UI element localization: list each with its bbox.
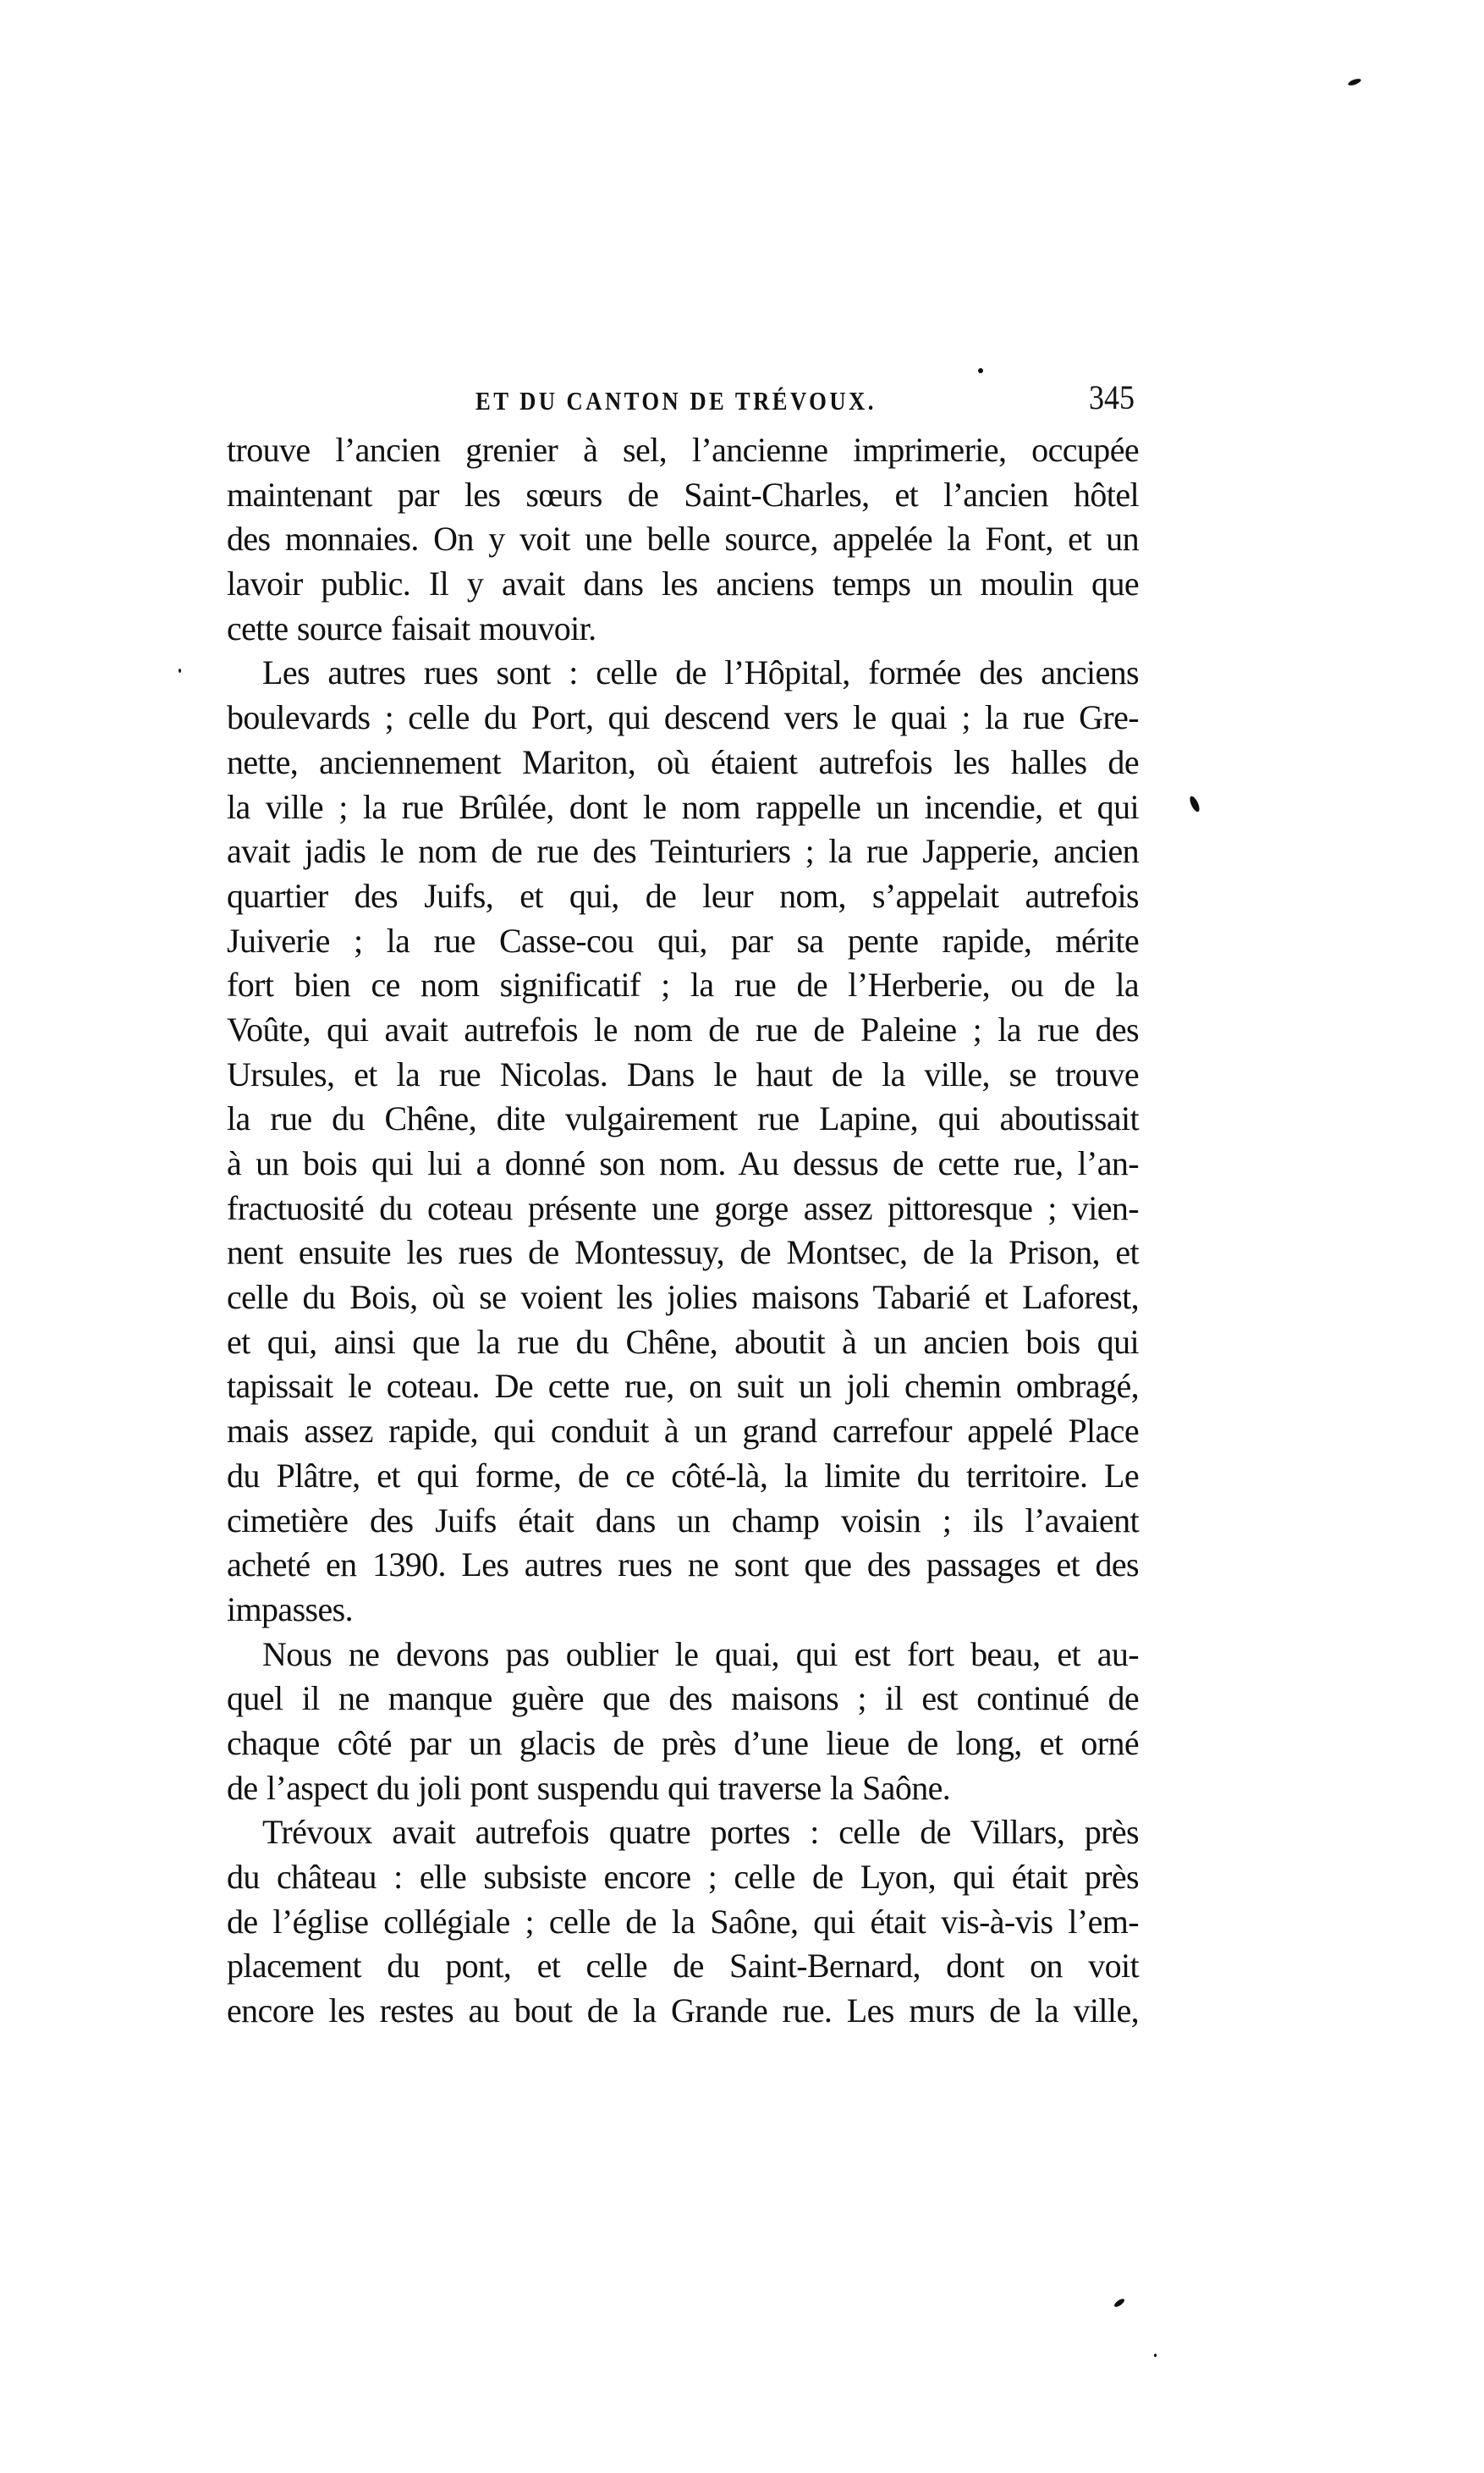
text-line: lavoir public. Il y avait dans les anciens temps un moulin que	[227, 565, 1139, 603]
text-line: trouve l’ancien grenier à sel, l’ancienne imprimerie, occupée	[227, 431, 1139, 469]
text-line: placement du pont, et celle de Saint-Bernard, dont on voit	[227, 1947, 1139, 1986]
text-line: Voûte, qui avait autrefois le nom de rue de Paleine ; la rue des	[227, 1010, 1139, 1049]
text-line: fractuosité du coteau présente une gorge assez pittoresque ; vien-	[227, 1188, 1139, 1227]
text-line: de l’église collégiale ; celle de la Saône, qui était vis-à-vis l’em-	[227, 1902, 1139, 1941]
text-line: impasses.	[227, 1589, 354, 1628]
text-line: maintenant par les sœurs de Saint-Charles, et l’ancien hôtel	[227, 475, 1139, 514]
text-line: nette, anciennement Mariton, où étaient autrefois les halles de	[227, 742, 1139, 781]
text-line: tapissait le coteau. De cette rue, on suit un joli chemin ombragé,	[227, 1367, 1139, 1406]
text-line: mais assez rapide, qui conduit à un grand carrefour appelé Place	[227, 1412, 1139, 1451]
text-line: nent ensuite les rues de Montessuy, de Montsec, de la Prison, et	[227, 1233, 1139, 1272]
text-line: du Plâtre, et qui forme, de ce côté-là, la limite du territoire. Le	[227, 1456, 1139, 1495]
text-line: des monnaies. On y voit une belle source, appelée la Font, et un	[227, 520, 1139, 559]
ink-speck-mark	[1113, 2298, 1126, 2309]
text-line: la rue du Chêne, dite vulgairement rue Lapine, qui aboutissait	[227, 1099, 1139, 1138]
text-line: quel il ne manque guère que des maisons ; il est continué de	[227, 1679, 1139, 1718]
paragraph-start-line: Nous ne devons pas oublier le quai, qui est fort beau, et au-	[262, 1634, 1139, 1673]
running-title: ET DU CANTON DE TRÉVOUX.	[475, 386, 877, 416]
text-line: fort bien ce nom significatif ; la rue de l’Herberie, ou de la	[227, 966, 1139, 1005]
text-line: cette source faisait mouvoir.	[227, 609, 596, 647]
body-text	[227, 428, 1139, 2034]
ink-speck-mark	[179, 669, 181, 673]
text-line: et qui, ainsi que la rue du Chêne, aboutit à un ancien bois qui	[227, 1322, 1139, 1361]
text-line: de l’aspect du joli pont suspendu qui traverse la Saône.	[227, 1768, 951, 1807]
text-line: Ursules, et la rue Nicolas. Dans le haut de la ville, se trouve	[227, 1055, 1139, 1093]
text-line: du château : elle subsiste encore ; celle de Lyon, qui était près	[227, 1858, 1139, 1896]
ink-speck-mark	[1347, 77, 1361, 86]
text-line: cimetière des Juifs était dans un champ voisin ; ils l’avaient	[227, 1501, 1139, 1539]
text-line: celle du Bois, où se voient les jolies maisons Tabarié et Laforest,	[227, 1278, 1139, 1317]
text-line: la ville ; la rue Brûlée, dont le nom rappelle un incendie, et qui	[227, 787, 1139, 826]
ink-speck-mark	[1188, 795, 1201, 813]
text-line: boulevards ; celle du Port, qui descend vers le quai ; la rue Gre-	[227, 698, 1139, 737]
text-line: acheté en 1390. Les autres rues ne sont que des passages et des	[227, 1545, 1139, 1584]
running-head	[227, 378, 1136, 420]
text-line: à un bois qui lui a donné son nom. Au dessus de cette rue, l’an-	[227, 1144, 1139, 1182]
text-line: encore les restes au bout de la Grande rue. Les murs de la ville,	[227, 1991, 1139, 2030]
ink-speck-mark	[978, 368, 983, 373]
paragraph-start-line: Trévoux avait autrefois quatre portes : celle de Villars, près	[262, 1813, 1139, 1852]
paragraph-start-line: Les autres rues sont : celle de l’Hôpital, formée des anciens	[262, 653, 1139, 692]
text-line: Juiverie ; la rue Casse-cou qui, par sa pente rapide, mérite	[227, 921, 1139, 960]
text-line: avait jadis le nom de rue des Teinturiers ; la rue Japperie, ancien	[227, 832, 1139, 871]
text-line: chaque côté par un glacis de près d’une lieue de long, et orné	[227, 1723, 1139, 1762]
text-line: quartier des Juifs, et qui, de leur nom, s’appelait autrefois	[227, 876, 1139, 915]
page-number: 345	[1089, 378, 1135, 416]
ink-speck-mark	[1154, 2354, 1157, 2357]
